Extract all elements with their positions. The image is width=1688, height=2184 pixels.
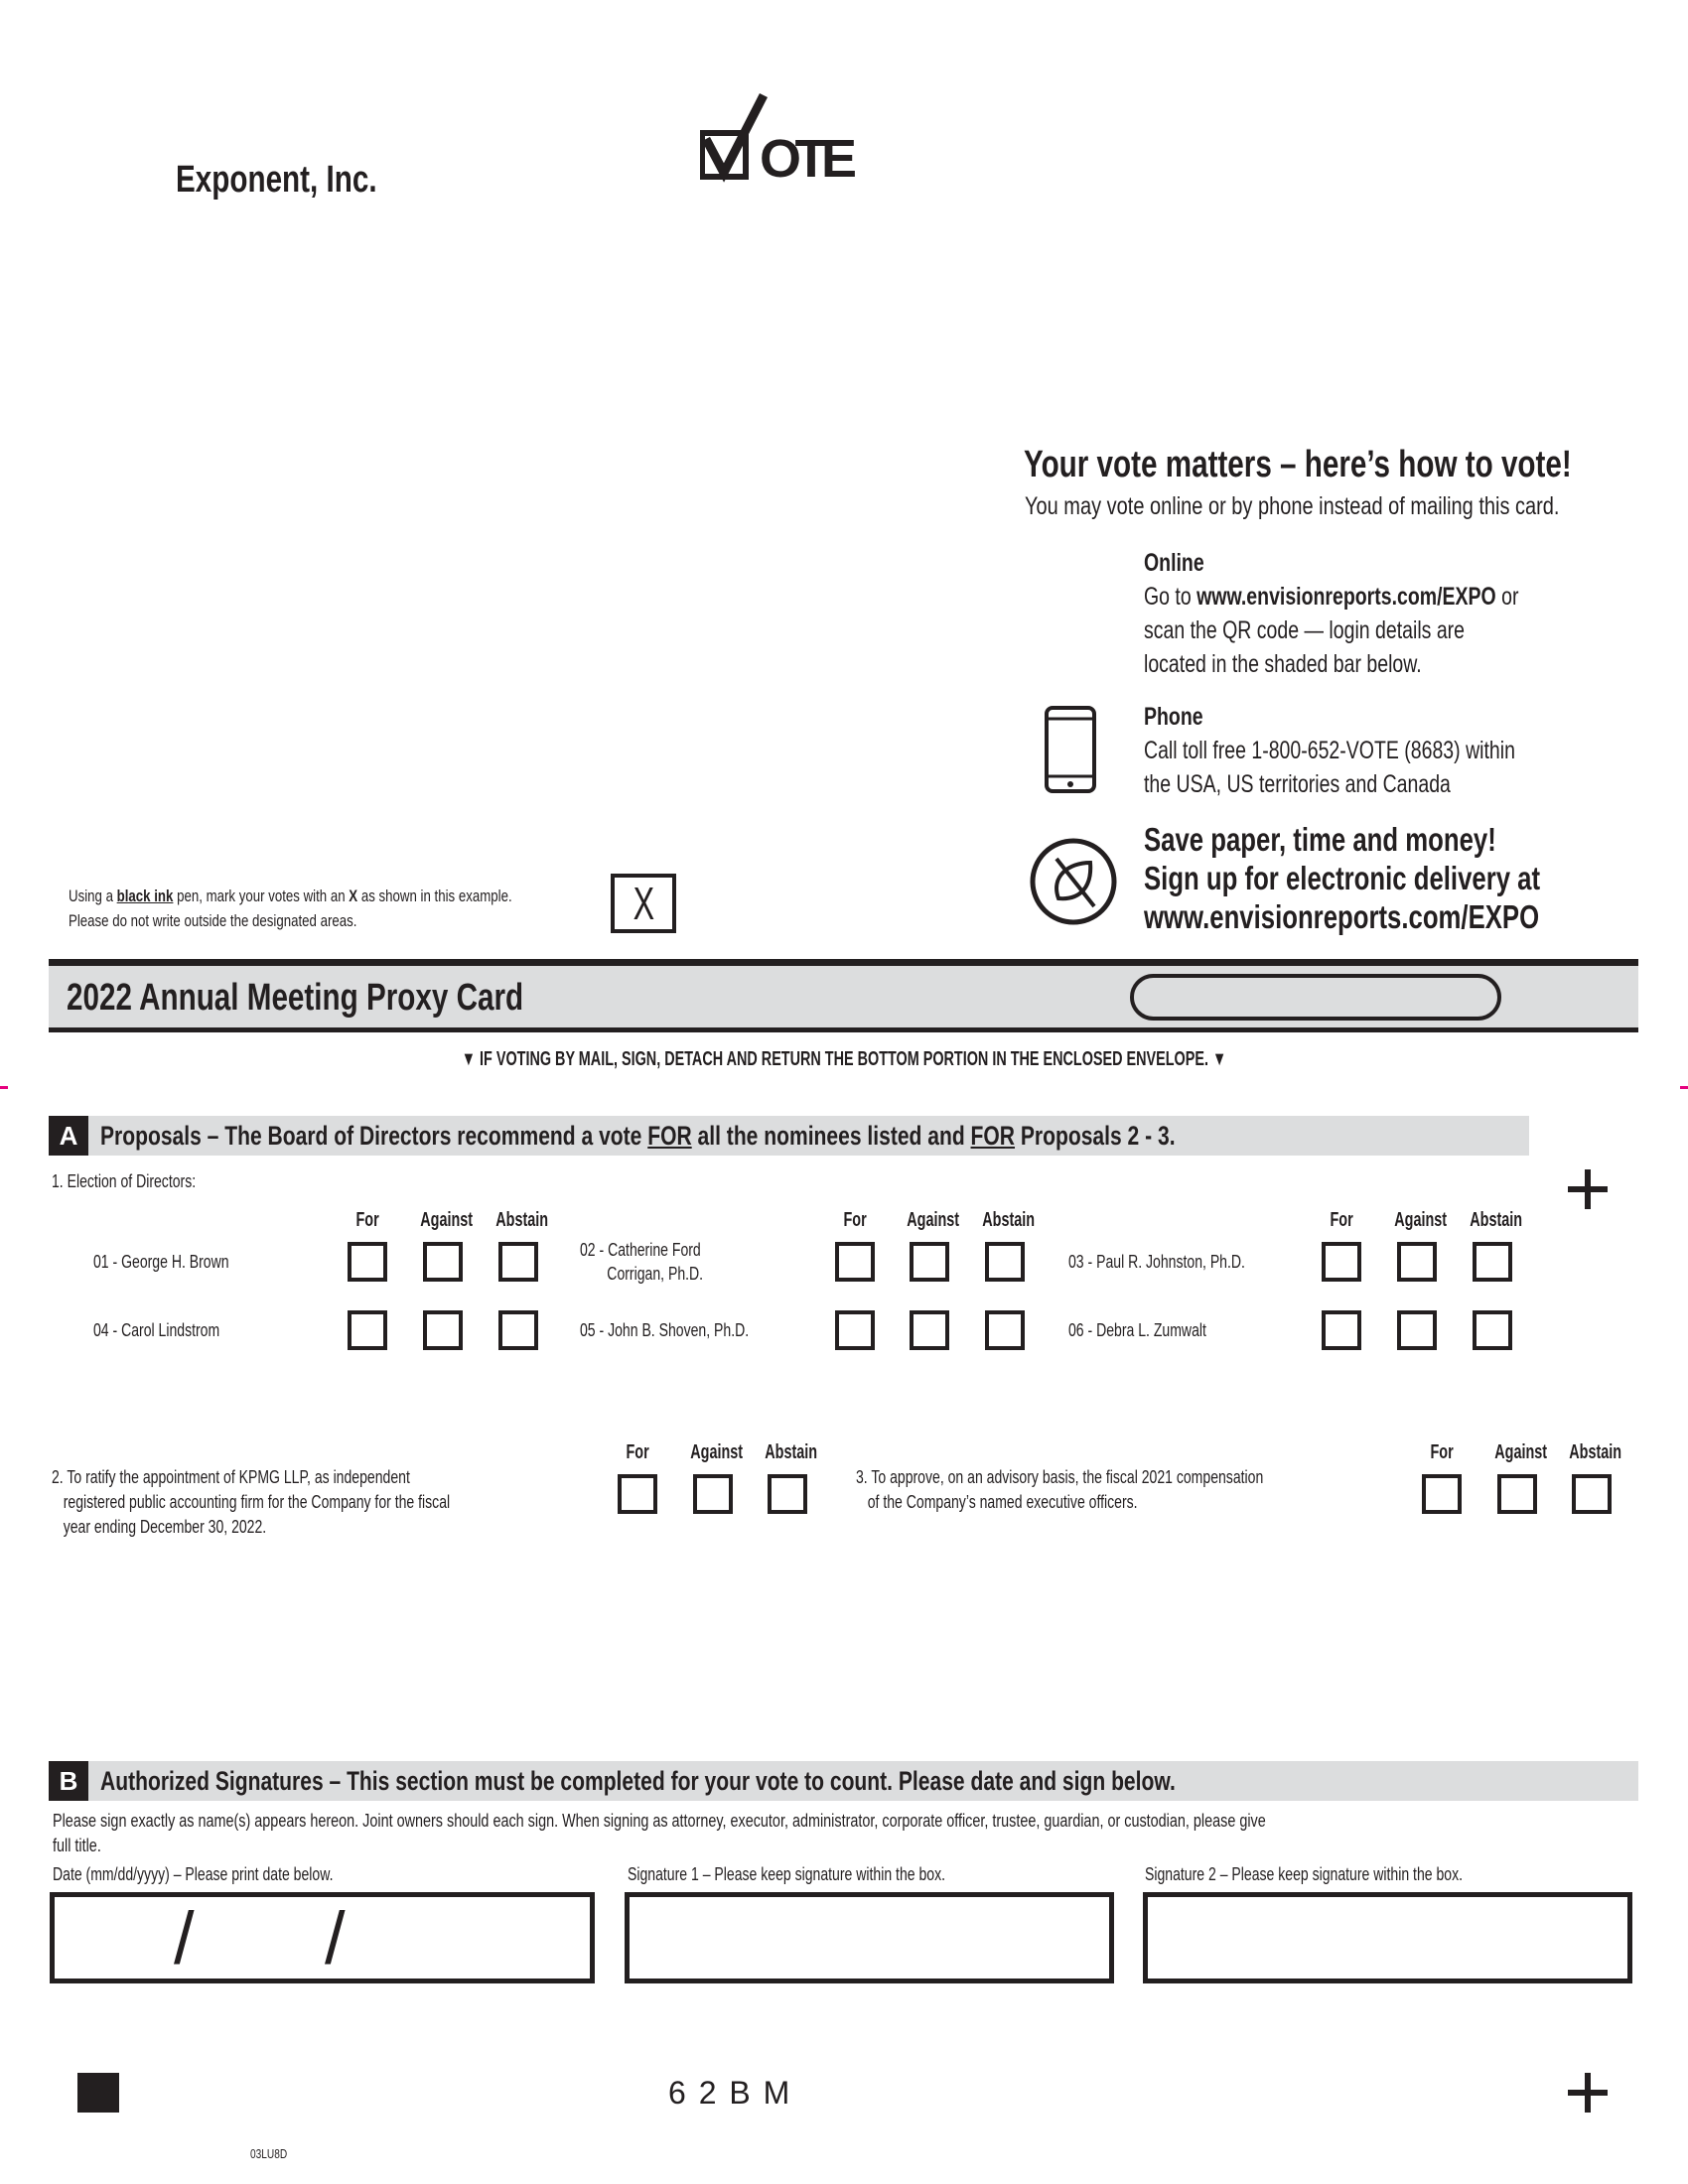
crop-mark [1680,1086,1688,1089]
column-header-against: Against [420,1209,474,1231]
proposal-3-against-checkbox[interactable] [1497,1474,1537,1514]
nominee-3-abstain-checkbox[interactable] [1473,1242,1512,1282]
proposal-2-against-checkbox[interactable] [693,1474,733,1514]
column-header-against: Against [907,1209,960,1231]
section-a-letter: A [49,1116,88,1156]
column-header-for: For [355,1209,379,1231]
vote-logo [700,91,859,191]
registration-plus-mark [1568,2073,1608,2113]
proposal-3-abstain-checkbox[interactable] [1572,1474,1612,1514]
nominee-4-abstain-checkbox[interactable] [498,1310,538,1350]
nominee-name: 01 - George H. Brown [93,1252,229,1272]
column-header-abstain: Abstain [982,1209,1036,1231]
date-separator: / [325,1897,346,1979]
paper-section [1144,820,1652,936]
nominee-name: 02 - Catherine Ford Corrigan, Ph.D. [580,1240,704,1284]
column-header-against: Against [1394,1209,1448,1231]
vote-info-subtitle: You may vote online or by phone instead of mailing this card. [1025,492,1560,520]
text: located in the shaded bar below. [1144,650,1422,678]
column-header-for: For [626,1441,649,1463]
vote-info-title: Your vote matters – here’s how to vote! [1024,444,1572,485]
nominee-name: 04 - Carol Lindstrom [93,1320,220,1340]
column-header-against: Against [1494,1441,1548,1463]
nominee-2-abstain-checkbox[interactable] [985,1242,1025,1282]
online-heading: Online [1144,549,1204,577]
signature-2-box[interactable] [1143,1892,1632,1983]
nominee-6-abstain-checkbox[interactable] [1473,1310,1512,1350]
electronic-delivery-link[interactable]: www.envisionreports.com/EXPO [1144,898,1540,935]
detach-instruction: ▼ IF VOTING BY MAIL, SIGN, DETACH AND RETURN THE BOTTOM PORTION IN THE ENCLOSED ENVELOPE. ▼ [461,1048,1227,1070]
nominee-3-for-checkbox[interactable] [1322,1242,1361,1282]
date-input-box[interactable] [50,1892,595,1983]
column-header-abstain: Abstain [765,1441,818,1463]
date-label: Date (mm/dd/yyyy) – Please print date below. [53,1864,334,1884]
text: Sign up for electronic delivery at [1144,860,1541,896]
form-code: 6 2 B M [668,2075,792,2111]
section-a-title: Proposals – The Board of Directors recommend a vote FOR all the nominees listed and FOR Proposals 2 - 3. [100,1121,1176,1151]
text: Save paper, time and money! [1144,821,1496,858]
online-link[interactable]: www.envisionreports.com/EXPO [1196,583,1496,611]
company-name: Exponent, Inc. [176,159,377,201]
phone-heading: Phone [1144,703,1203,731]
registration-square [77,2073,119,2113]
nominee-4-for-checkbox[interactable] [348,1310,387,1350]
column-header-for: For [843,1209,867,1231]
section-b-title: Authorized Signatures – This section must be completed for your vote to count. Please date and sign below. [100,1766,1176,1796]
nominee-6-against-checkbox[interactable] [1397,1310,1437,1350]
marking-instructions: Using a black ink pen, mark your votes with an X as shown in this example. Please do not write outside the designated areas. [69,887,512,930]
card-title: 2022 Annual Meeting Proxy Card [67,977,524,1019]
signing-instructions: Please sign exactly as name(s) appears hereon. Joint owners should each sign. When signing as attorney, executor, administrator, corporate officer, trustee, guardian, or custodian, please give full title. [53,1811,1266,1855]
nominee-6-for-checkbox[interactable] [1322,1310,1361,1350]
nominee-1-for-checkbox[interactable] [348,1242,387,1282]
column-header-for: For [1330,1209,1353,1231]
nominee-3-against-checkbox[interactable] [1397,1242,1437,1282]
election-label: 1. Election of Directors: [52,1171,197,1191]
signature-1-box[interactable] [625,1892,1114,1983]
divider [49,959,1638,966]
phone-icon [1044,705,1097,794]
signature-2-label: Signature 2 – Please keep signature within the box. [1145,1864,1464,1884]
nominee-5-against-checkbox[interactable] [910,1310,949,1350]
registration-plus-mark [1568,1169,1608,1209]
text: Go to [1144,583,1197,611]
proposal-2-for-checkbox[interactable] [618,1474,657,1514]
text: or [1495,583,1519,611]
nominee-1-against-checkbox[interactable] [423,1242,463,1282]
nominee-5-abstain-checkbox[interactable] [985,1310,1025,1350]
nominee-4-against-checkbox[interactable] [423,1310,463,1350]
signature-1-label: Signature 1 – Please keep signature within the box. [628,1864,946,1884]
login-details-oval [1130,974,1501,1021]
proposal-3-for-checkbox[interactable] [1422,1474,1462,1514]
vote-checkmark-icon [700,91,859,191]
crop-mark [0,1086,8,1089]
nominee-2-against-checkbox[interactable] [910,1242,949,1282]
nominee-5-for-checkbox[interactable] [835,1310,875,1350]
text: scan the QR code — login details are [1144,616,1466,644]
date-separator: / [174,1897,195,1979]
column-header-for: For [1430,1441,1454,1463]
text: Call toll free 1-800-652-VOTE (8683) within [1144,737,1515,764]
proposal-2-text: 2. To ratify the appointment of KPMG LLP, as independent registered public accounting firm for the Company for the fiscal year ending December 30, 2022. [52,1467,451,1537]
column-header-abstain: Abstain [1470,1209,1523,1231]
small-code: 03LU8D [250,2146,288,2161]
column-header-abstain: Abstain [1569,1441,1622,1463]
column-header-against: Against [690,1441,744,1463]
phone-section [1144,700,1619,801]
proposal-2-abstain-checkbox[interactable] [768,1474,807,1514]
vote-logo-text: OTE [760,129,857,189]
nominee-1-abstain-checkbox[interactable] [498,1242,538,1282]
example-mark-box: X [611,874,676,933]
nominee-name: 03 - Paul R. Johnston, Ph.D. [1068,1252,1245,1272]
nominee-name: 06 - Debra L. Zumwalt [1068,1320,1206,1340]
divider [49,1027,1638,1032]
online-section [1144,546,1624,681]
text: the USA, US territories and Canada [1144,770,1451,798]
no-paper-leaf-icon [1029,837,1118,926]
column-header-abstain: Abstain [495,1209,549,1231]
nominee-2-for-checkbox[interactable] [835,1242,875,1282]
proposal-3-text: 3. To approve, on an advisory basis, the fiscal 2021 compensation of the Company’s named executive officers. [856,1467,1264,1512]
nominee-name: 05 - John B. Shoven, Ph.D. [580,1320,750,1340]
section-b-letter: B [49,1761,88,1801]
